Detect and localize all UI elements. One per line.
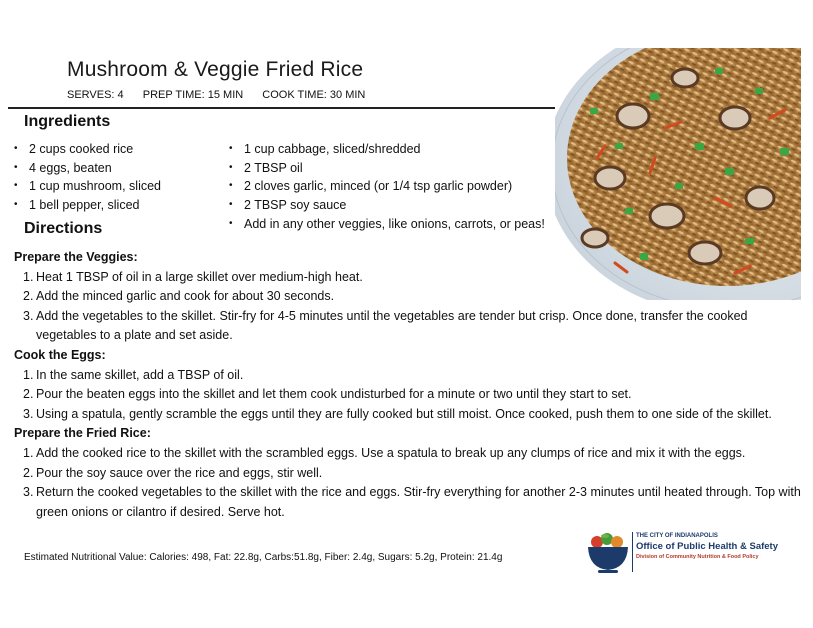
section-title: Cook the Eggs: xyxy=(14,347,106,362)
ingredient-item: • Add in any other veggies, like onions, carrots, or peas! xyxy=(229,215,545,234)
step-item: 1. Add the cooked rice to the skillet with the scrambled eggs. Use a spatula to break up any clumps of rice and mix it with the eggs. xyxy=(23,445,746,460)
ingredients-heading: Ingredients xyxy=(24,113,111,130)
recipe-meta xyxy=(67,89,381,101)
prep-time-label: PREP TIME: 15 MIN xyxy=(142,89,244,101)
ingredient-item: • 2 cloves garlic, minced (or 1/4 tsp garlic powder) xyxy=(229,177,545,196)
step-item: 1. In the same skillet, add a TBSP of oil. xyxy=(23,367,244,382)
step-item: 1. Heat 1 TBSP of oil in a large skillet over medium-high heat. xyxy=(23,269,363,284)
logo-division-text: Division of Community Nutrition & Food Policy xyxy=(636,554,759,560)
logo-divider xyxy=(632,532,633,572)
logo-office-text: Office of Public Health & Safety xyxy=(636,541,778,552)
ingredient-item: • 1 cup mushroom, sliced xyxy=(14,177,161,196)
directions-heading: Directions xyxy=(24,220,103,237)
step-text: Using a spatula, gently scramble the eggs until they are fully cooked but still moist. Once cooked, push them to one side of the skillet. xyxy=(36,406,772,421)
header-divider xyxy=(8,107,556,109)
section-title: Prepare the Fried Rice: xyxy=(14,426,151,441)
cook-time-label: COOK TIME: 30 MIN xyxy=(262,89,366,101)
bowl-icon xyxy=(585,530,631,574)
step-text: Pour the soy sauce over the rice and eggs, stir well. xyxy=(36,465,323,480)
steps-list xyxy=(14,268,804,346)
step-text: Add the vegetables to the skillet. Stir-fry for 4-5 minutes until the vegetables are tender but crisp. Once done, transfer the cooked vegetables to a plate and set aside. xyxy=(36,308,748,343)
step-item: 3. Return the cooked vegetables to the skillet with the rice and eggs. Stir-fry everything for another 2-3 minutes until heated through. Top with green onions or cilantro if desired. Serve hot. xyxy=(23,485,801,519)
city-health-logo xyxy=(585,530,795,574)
step-item: 3. Add the vegetables to the skillet. Stir-fry for 4-5 minutes until the vegetables are tender but crisp. Once done, transfer the cooked vegetables to a plate and set aside. xyxy=(23,308,748,343)
directions-body xyxy=(14,248,804,522)
step-text: Return the cooked vegetables to the skillet with the rice and eggs. Stir-fry everything for another 2-3 minutes until heated through. Top with green onions or cilantro if desired. Serve hot. xyxy=(36,485,801,519)
nutrition-info: Estimated Nutritional Value: Calories: 498, Fat: 22.8g, Carbs:51.8g, Fiber: 2.4g, Sugars: 5.2g, Protein: 21.4g xyxy=(24,552,503,563)
steps-list xyxy=(14,444,804,522)
step-item: 3. Using a spatula, gently scramble the eggs until they are fully cooked but still moist. Once cooked, push them to one side of the skillet. xyxy=(23,406,772,421)
serves-label: SERVES: 4 xyxy=(67,89,124,101)
recipe-title: Mushroom & Veggie Fried Rice xyxy=(67,58,364,81)
steps-list xyxy=(14,366,804,425)
step-item: 2. Pour the soy sauce over the rice and eggs, stir well. xyxy=(23,465,323,480)
logo-city-text: THE CITY OF INDIANAPOLIS xyxy=(636,533,718,539)
section-title: Prepare the Veggies: xyxy=(14,250,138,264)
ingredient-item: • 2 cups cooked rice xyxy=(14,140,161,159)
ingredients-list-left xyxy=(14,140,161,215)
step-item: 2. Pour the beaten eggs into the skillet and let them cook undisturbed for a minute or two until they start to set. xyxy=(23,387,632,402)
ingredient-item: • 2 TBSP soy sauce xyxy=(229,196,545,215)
ingredient-item: • 2 TBSP oil xyxy=(229,159,545,178)
step-item: 2. Add the minced garlic and cook for about 30 seconds. xyxy=(23,289,335,304)
step-text: Pour the beaten eggs into the skillet and let them cook undisturbed for a minute or two until they start to set. xyxy=(36,387,632,402)
ingredient-item: • 1 cup cabbage, sliced/shredded xyxy=(229,140,545,159)
step-text: Add the cooked rice to the skillet with the scrambled eggs. Use a spatula to break up any clumps of rice and mix it with the eggs. xyxy=(36,445,746,460)
ingredient-item: • 4 eggs, beaten xyxy=(14,159,161,178)
ingredients-list-right xyxy=(229,140,545,234)
step-text: In the same skillet, add a TBSP of oil. xyxy=(36,367,244,382)
ingredient-item: • 1 bell pepper, sliced xyxy=(14,196,161,215)
step-text: Add the minced garlic and cook for about 30 seconds. xyxy=(36,289,335,304)
step-text: Heat 1 TBSP of oil in a large skillet over medium-high heat. xyxy=(36,269,363,284)
